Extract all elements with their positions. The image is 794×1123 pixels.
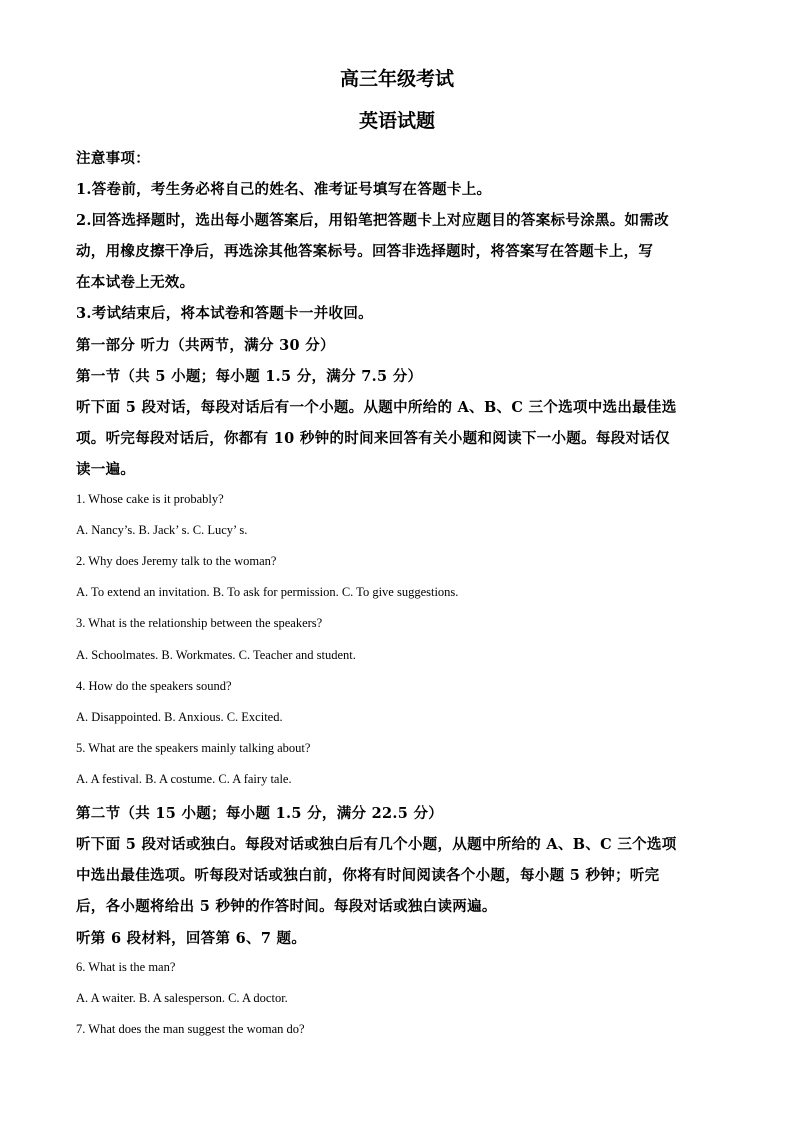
exam-title: 高三年级考试 [339,68,454,90]
notes-item-1: 1.答卷前，考生务必将自己的姓名、准考证号填写在答题卡上。 [76,181,492,198]
section2-instructions-line-2: 中选出最佳选项。听每段对话或独白前，你将有时间阅读各个小题，每小题 5 秒钟；听完 [76,867,660,884]
section2-heading: 第二节（共 15 小题；每小题 1.5 分，满分 22.5 分） [76,805,444,822]
question-3-options: A. Schoolmates. B. Workmates. C. Teacher and student. [76,648,356,662]
section1-instructions-line-1: 听下面 5 段对话，每段对话后有一个小题。从题中所给的 A、B、C 三个选项中选出最佳选 [76,399,677,416]
notes-heading: 注意事项： [76,150,150,167]
question-4-options: A. Disappointed. B. Anxious. C. Excited. [76,710,283,724]
notes-item-2-line-3: 在本试卷上无效。 [76,274,195,291]
material-6-heading: 听第 6 段材料，回答第 6、7 题。 [76,930,307,947]
section2-instructions-line-1: 听下面 5 段对话或独白。每段对话或独白后有几个小题，从题中所给的 A、B、C 三个选项 [76,836,677,853]
part1-heading: 第一部分 听力（共两节，满分 30 分） [76,337,335,354]
section1-instructions-line-3: 读一遍。 [76,461,136,478]
section1-instructions-line-2: 项。听完每段对话后，你都有 10 秒钟的时间来回答有关小题和阅读下一小题。每段对话仅 [76,430,670,447]
section1-heading: 第一节（共 5 小题；每小题 1.5 分，满分 7.5 分） [76,368,423,385]
question-1-options: A. Nancy’s. B. Jack’ s. C. Lucy’ s. [76,523,248,537]
question-6-options: A. A waiter. B. A salesperson. C. A doctor. [76,991,288,1005]
notes-item-2-line-2: 动，用橡皮擦干净后，再选涂其他答案标号。回答非选择题时，将答案写在答题卡上，写 [76,243,654,260]
notes-item-3: 3.考试结束后，将本试卷和答题卡一并收回。 [76,305,373,322]
question-7: 7. What does the man suggest the woman do? [76,1022,305,1036]
question-3: 3. What is the relationship between the speakers? [76,616,323,630]
question-4: 4. How do the speakers sound? [76,679,232,693]
question-2-options: A. To extend an invitation. B. To ask for permission. C. To give suggestions. [76,585,459,599]
question-5-options: A. A festival. B. A costume. C. A fairy tale. [76,772,292,786]
section2-instructions-line-3: 后，各小题将给出 5 秒钟的作答时间。每段对话或独白读两遍。 [76,898,497,915]
question-1: 1. Whose cake is it probably? [76,492,224,506]
question-6: 6. What is the man? [76,960,176,974]
notes-item-2-line-1: 2.回答选择题时，选出每小题答案后，用铅笔把答题卡上对应题目的答案标号涂黑。如需改 [76,212,669,229]
exam-subject-title: 英语试题 [358,110,435,132]
question-2: 2. Why does Jeremy talk to the woman? [76,554,277,568]
question-5: 5. What are the speakers mainly talking about? [76,741,311,755]
